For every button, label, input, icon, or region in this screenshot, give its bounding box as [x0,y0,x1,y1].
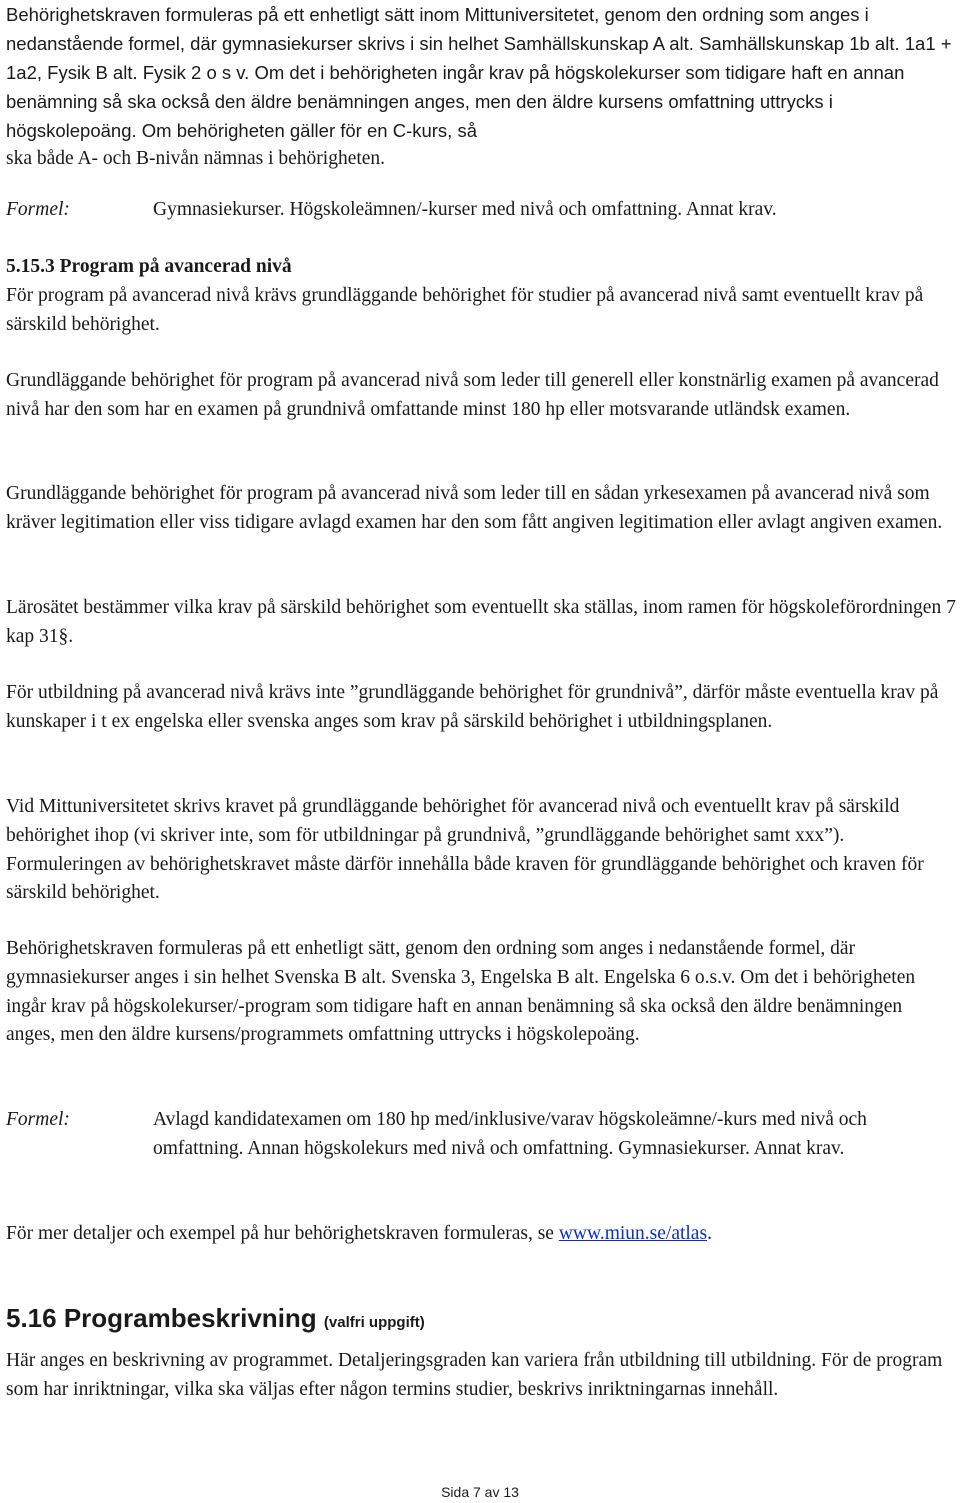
section-516 [6,1302,956,1405]
details-prefix: För mer detaljer och exempel på hur behörighetskraven formuleras, se [6,1223,559,1244]
details-suffix: . [707,1223,712,1244]
section-515-para-3: Grundläggande behörighet för program på avancerad nivå som leder till en sådan yrkesexamen på avancerad nivå som kräver legitimation eller viss tidigare avlagd examen har den som fått angiven legitimation eller avlagt angiven examen. [6,483,943,533]
formula-label: Formel: [6,1109,70,1130]
section-516-heading [6,1302,956,1339]
formula-text: Gymnasiekurser. Högskoleämnen/-kurser med nivå och omfattning. Annat krav. [153,199,777,220]
section-516-title: 5.16 Programbeskrivning [6,1303,317,1333]
section-515 [6,253,956,339]
intro-paragraph [6,0,956,174]
section-515-para-1: För program på avancerad nivå krävs grundläggande behörighet för studier på avancerad nivå samt eventuellt krav på särskild behörighet. [6,284,924,335]
atlas-link[interactable]: www.miun.se/atlas [558,1223,708,1244]
section-515-para-5: För utbildning på avancerad nivå krävs inte ”grundläggande behörighet för grundnivå”, därför måste eventuella krav på kunskaper i t ex engelska eller svenska anges som krav på särskild behörighet i utbildningsplanen. [6,682,939,732]
formula-label: Formel: [6,199,70,220]
section-515-para-2: Grundläggande behörighet för program på avancerad nivå som leder till generell eller konstnärlig examen på avancerad nivå har den som har en examen på grundnivå omfattande minst 180 hp eller motsvarande utländsk examen. [6,370,939,420]
formula-text: Avlagd kandidatexamen om 180 hp med/inklusive/varav högskoleämne/-kurs med nivå och omfattning. Annan högskolekurs med nivå och omfattning. Gymnasiekurser. Annat krav. [153,1109,867,1159]
details-paragraph [6,1220,956,1249]
section-516-body: Här anges en beskrivning av programmet. Detaljeringsgraden kan variera från utbildning till utbildning. För de program som har inriktningar, vilka ska väljas efter någon termins studier, beskrivs inriktningarnas innehåll. [6,1350,943,1400]
section-515-heading: 5.15.3 Program på avancerad nivå [6,256,292,277]
intro-text-sans: Behörighetskraven formuleras på ett enhetligt sätt inom Mittuniversitetet, genom den ordning som anges i nedanstående formel, där gymnasiekurser skrivs i sin helhet Samhällskunskap A alt. Samhällskunskap 1b alt. 1a1 + 1a2, Fysik B alt. Fysik 2 o s v. Om det i behörigheten ingår krav på högskolekurser som tidigare haft en annan benämning så ska också den äldre benämningen anges, men den äldre kursens omfattning uttrycks i högskolepoäng. Om behörigheten gäller för en C-kurs, så [6,4,952,141]
intro-text-serif: ska både A- och B-nivån nämnas i behörigheten. [6,148,386,169]
section-516-note: (valfri uppgift) [323,1314,425,1331]
section-515-para-7: Behörighetskraven formuleras på ett enhetligt sätt, genom den ordning som anges i nedanstående formel, där gymnasiekurser anges i sin helhet Svenska B alt. Svenska 3, Engelska B alt. Engelska 6 o.s.v. Om det i behörigheten ingår krav på högskolekurser/-program som tidigare haft en annan benämning så ska också den äldre benämningen anges, men den äldre kursens/programmets omfattning uttrycks i högskolepoäng. [6,938,916,1046]
page-number: Sida 7 av 13 [441,1484,519,1500]
section-515-para-6: Vid Mittuniversitetet skrivs kravet på grundläggande behörighet för avancerad nivå och eventuellt krav på särskild behörighet ihop (vi skriver inte, som för utbildningar på grundnivå, ”grundläggande behörighet samt xxx”). Formuleringen av behörighetskravet måste därför innehålla både kraven för grundläggande behörighet och kraven för särskild behörighet. [6,796,924,904]
section-515-para-4: Lärosätet bestämmer vilka krav på särskild behörighet som eventuellt ska ställas, inom ramen för högskoleförordningen 7 kap 31§. [6,597,956,647]
